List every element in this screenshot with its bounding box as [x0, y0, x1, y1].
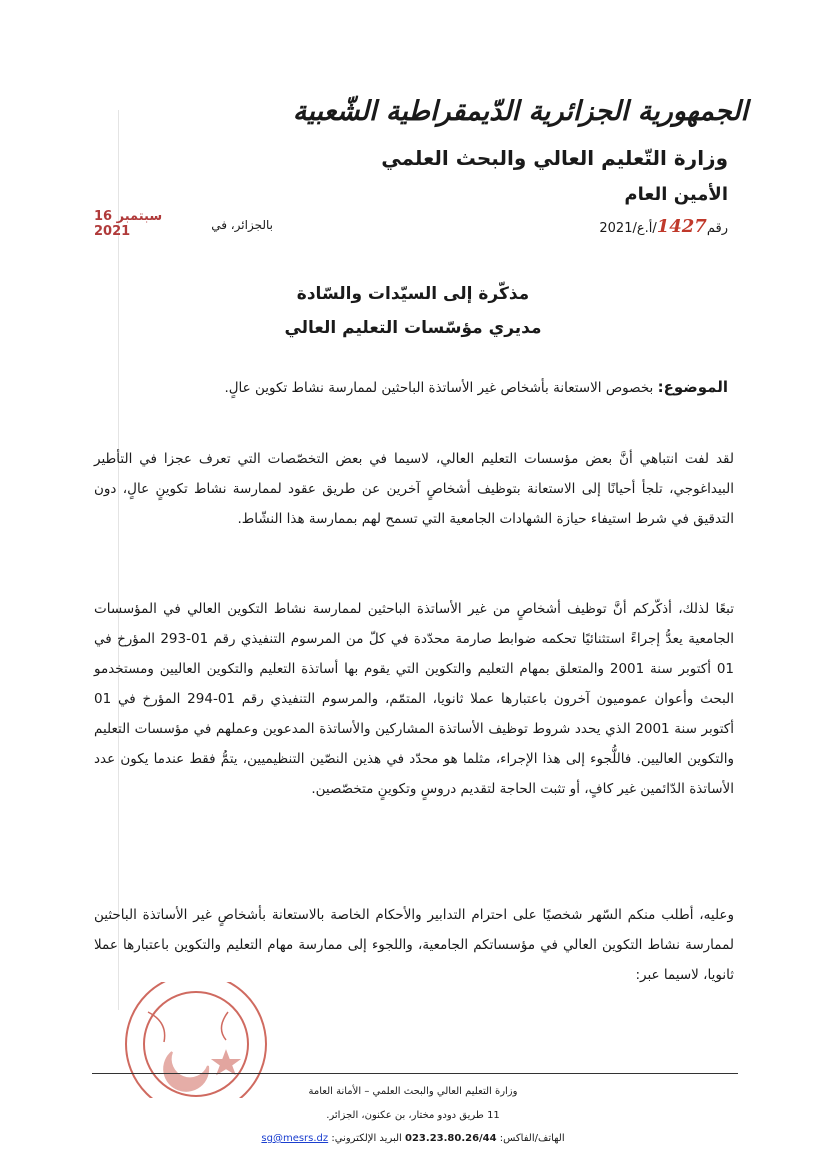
- footer-divider: [92, 1073, 738, 1074]
- republic-header: الجمهورية الجزائرية الدّيمقراطية الشّعبية: [292, 96, 748, 127]
- place-label: بالجزائر، في: [211, 218, 273, 232]
- date-stamp: 16 سبتمبر 2021: [94, 209, 163, 239]
- footer-address: 11 طريق دودو مختار، بن عكنون، الجزائر.: [326, 1110, 500, 1121]
- footer-contact: [0, 1133, 826, 1144]
- memo-subject: [88, 378, 728, 396]
- footer-email-link[interactable]: sg@mesrs.dz: [261, 1133, 329, 1144]
- reference-handwritten-number: 1427: [656, 216, 707, 237]
- memo-recipients-line2: مديري مؤسّسات التعليم العالي: [284, 318, 542, 338]
- ministry-name: وزارة التّعليم العالي والبحث العلمي: [381, 146, 728, 170]
- footer-phone: 023.23.80.26/44: [405, 1133, 497, 1144]
- scan-margin-line: [118, 110, 119, 1010]
- footer-email-label: البريد الإلكتروني:: [331, 1133, 402, 1144]
- footer-phone-label: الهاتف/الفاكس:: [499, 1133, 565, 1144]
- body-paragraph-1: لقد لفت انتباهي أنَّ بعض مؤسسات التعليم العالي، لاسيما في بعض التخصّصات التي تعرف عجزا في التأطير البيداغوجي، تلجأ أحيانًا إلى الاستعانة بتوظيف أشخاصٍ آخرين عن طريق عقود لممارسة نشاط تكوينٍ عالٍ، دون التدقيق في شرط استيفاء حيازة الشهادات الجامعية التي تسمح لهم بممارسة هذا النشّاط.: [94, 451, 734, 527]
- secretary-general: الأمين العام: [624, 184, 728, 205]
- subject-label: الموضوع:: [657, 378, 728, 396]
- memo-recipients-line1: مذكّرة إلى السيّدات والسّادة: [296, 284, 530, 304]
- subject-text: بخصوص الاستعانة بأشخاص غير الأساتذة الباحثين لممارسة نشاط تكوين عالٍ.: [224, 380, 658, 396]
- reference-prefix: رقم: [706, 221, 728, 236]
- official-seal-stamp: [108, 982, 274, 1098]
- reference-suffix: /أ.ع/2021: [599, 221, 657, 236]
- footer-organization: وزارة التعليم العالي والبحث العلمي – الأمانة العامة: [308, 1086, 518, 1097]
- body-paragraph-3: وعليه، أطلب منكم السّهر شخصيًا على احترام التدابير والأحكام الخاصة بالاستعانة بأشخاصٍ غير الأساتذة الباحثين لممارسة نشاط التكوين العالي في مؤسساتكم الجامعية، واللجوء إلى ممارسة مهام التعليم والتكوين باعتبارها عملا ثانويا، لاسيما عبر:: [94, 907, 734, 983]
- reference-number: [468, 216, 728, 237]
- body-paragraph-2: تبعًا لذلك، أذكّركم أنَّ توظيف أشخاصٍ من غير الأساتذة الباحثين لممارسة نشاط التكوين العالي في المؤسسات الجامعية يعدُّ إجراءً استثنائيًا تحكمه ضوابط صارمة محدّدة في كلّ من المرسوم التنفيذي رقم 01-293 المؤرخ في 01 أكتوبر سنة 2001 والمتعلق بمهام التعليم والتكوين التي يقوم بها أساتذة التعليم والتكوين العاليين ومستخدمو البحث وأعوان عموميون آخرون باعتبارها عملا ثانويا، المتمّم، والمرسوم التنفيذي رقم 01-294 المؤرخ في 01 أكتوبر سنة 2001 الذي يحدد شروط توظيف الأساتذة المشاركين والأساتذة المدعوين وعملهم في مؤسسات التعليم والتكوين العاليين. فاللُّجوء إلى هذا الإجراء، مثلما هو محدّد في هذين النصّين التنظيميين، يتمُّ فقط عندما يكون عدد الأساتذة الدّائمين غير كافٍ، أو تثبت الحاجة لتقديم دروسٍ وتكوينٍ متخصّصين.: [94, 601, 734, 797]
